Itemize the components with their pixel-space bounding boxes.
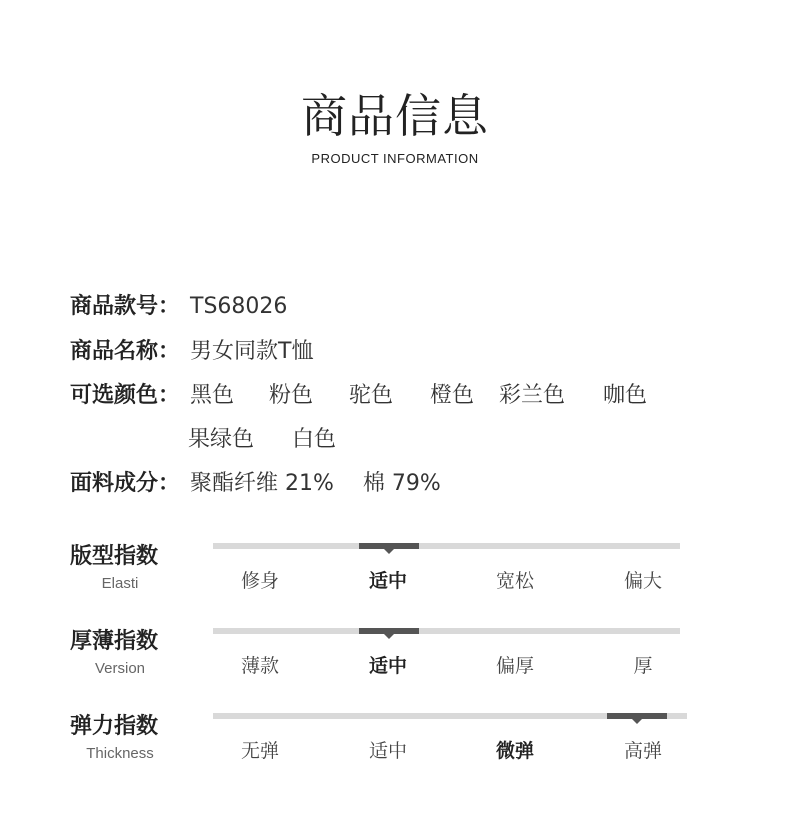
thickness-option: 偏厚 — [495, 655, 534, 677]
model-value: TS68026 — [190, 294, 288, 319]
thickness-option: 厚 — [633, 655, 653, 677]
elasticity-option: 微弹 — [495, 740, 534, 762]
color-item: 彩兰色 — [499, 383, 566, 408]
color-item: 粉色 — [269, 383, 314, 408]
fit-option: 偏大 — [623, 570, 662, 592]
page-title: 商品信息 — [301, 89, 489, 143]
thickness-option-selected: 适中 — [368, 655, 407, 677]
color-item: 橙色 — [430, 383, 475, 408]
fit-index-marker — [359, 543, 419, 549]
fit-index-title: 版型指数 — [70, 544, 159, 569]
thickness-index-subtitle: Version — [94, 660, 146, 677]
page-subtitle: PRODUCT INFORMATION — [311, 151, 479, 166]
fit-option: 宽松 — [495, 570, 534, 592]
elasticity-option: 适中 — [368, 740, 407, 762]
model-label: 商品款号： — [70, 294, 181, 319]
name-label: 商品名称： — [70, 339, 181, 364]
color-item: 白色 — [292, 427, 337, 452]
fit-index-subtitle: Elasti — [101, 575, 139, 592]
thickness-option: 薄款 — [240, 655, 279, 677]
color-item: 果绿色 — [188, 427, 255, 452]
thickness-index-title: 厚薄指数 — [70, 629, 159, 654]
fabric-label: 面料成分： — [70, 471, 181, 496]
model-row — [70, 292, 288, 322]
name-value: 男女同款T恤 — [190, 339, 314, 364]
fabric-row — [70, 469, 441, 499]
color-item: 咖色 — [603, 383, 648, 408]
thickness-index-track — [213, 628, 680, 634]
elasticity-option-selected: 高弹 — [623, 740, 662, 762]
thickness-index-marker — [359, 628, 419, 634]
elasticity-index-subtitle: Thickness — [86, 745, 154, 762]
fit-option-selected: 适中 — [368, 570, 407, 592]
elasticity-index-marker — [607, 713, 667, 719]
fit-index-track — [213, 543, 680, 549]
elasticity-option: 无弹 — [240, 740, 279, 762]
name-row — [70, 337, 314, 367]
colors-label: 可选颜色： — [70, 383, 181, 408]
fit-option: 修身 — [240, 570, 279, 592]
color-item: 黑色 — [190, 383, 235, 408]
color-item: 驼色 — [349, 383, 394, 408]
fabric-value: 聚酯纤维 21% 棉 79% — [190, 471, 441, 496]
colors-row — [70, 381, 690, 455]
elasticity-index-title: 弹力指数 — [70, 714, 159, 739]
